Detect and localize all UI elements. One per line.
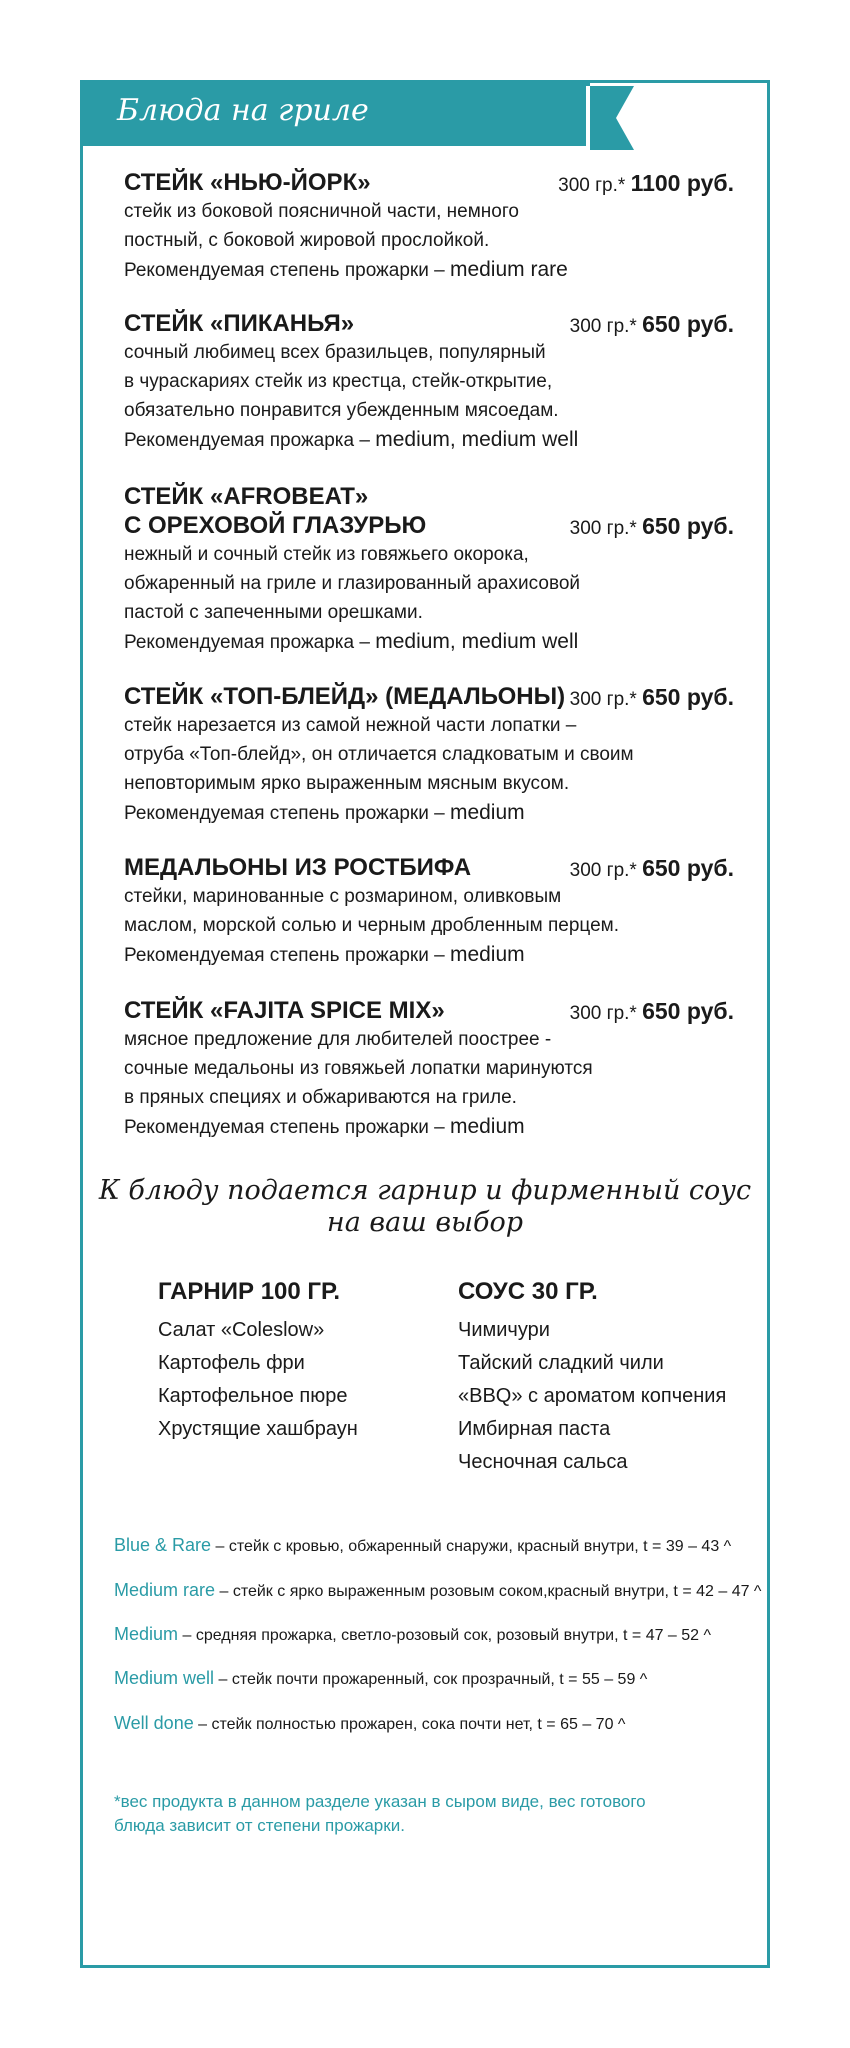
dish-afrobeat bbox=[124, 482, 734, 657]
garnish-item: Хрустящие хашбраун bbox=[158, 1418, 358, 1440]
doneness-desc: – стейк почти прожаренный, сок прозрачный, t = 55 – 59 ^ bbox=[214, 1671, 648, 1688]
doneness-desc: – средняя прожарка, светло-розовый сок, розовый внутри, t = 47 – 52 ^ bbox=[178, 1627, 712, 1644]
dish-name: СТЕЙК «НЬЮ-ЙОРК» bbox=[124, 169, 371, 196]
dish-desc-line: пастой с запеченными орешками. bbox=[124, 602, 423, 623]
sauce-item: Тайский сладкий чили bbox=[458, 1352, 664, 1374]
dish-recommendation bbox=[124, 425, 734, 455]
rec-label: Рекомендуемая степень прожарки – bbox=[124, 803, 450, 824]
sauce-column bbox=[458, 1276, 726, 1479]
doneness-name: Medium well bbox=[114, 1668, 215, 1688]
dish-weight: 300 гр.* bbox=[558, 175, 626, 196]
rec-value: medium rare bbox=[449, 258, 568, 281]
dish-price-block bbox=[570, 855, 734, 882]
dish-desc-line: обжаренный на гриле и глазированный арахисовой bbox=[124, 573, 580, 594]
doneness-name: Blue & Rare bbox=[114, 1535, 212, 1555]
dish-desc-line: в чураскариях стейк из крестца, стейк-открытие, bbox=[124, 371, 553, 392]
dish-desc-line: нежный и сочный стейк из говяжьего окорока, bbox=[124, 544, 529, 565]
dish-price: 650 руб. bbox=[642, 998, 734, 1024]
dish-desc-line: стейк из боковой поясничной части, немного bbox=[124, 201, 519, 222]
rec-label: Рекомендуемая прожарка – bbox=[124, 632, 376, 653]
dish-desc-line: сочный любимец всех бразильцев, популярный bbox=[124, 342, 546, 363]
footnote-line1: *вес продукта в данном разделе указан в сыром виде, вес готового bbox=[114, 1792, 646, 1811]
dish-new-york bbox=[124, 168, 734, 285]
doneness-name: Medium rare bbox=[114, 1580, 216, 1600]
doneness-name: Well done bbox=[114, 1713, 194, 1733]
section-banner bbox=[80, 80, 590, 146]
rec-value: medium bbox=[449, 801, 525, 824]
dish-desc-line: неповторимым ярко выраженным мясным вкусом. bbox=[124, 773, 570, 794]
doneness-row bbox=[114, 1668, 647, 1689]
sauce-item: Чимичури bbox=[458, 1319, 550, 1341]
dish-fajita bbox=[124, 996, 734, 1142]
rec-label: Рекомендуемая степень прожарки – bbox=[124, 945, 450, 966]
weight-footnote bbox=[114, 1790, 734, 1838]
dish-price-block bbox=[570, 311, 734, 338]
dish-desc-line: маслом, морской солью и черным дробленным перцем. bbox=[124, 915, 619, 936]
dish-recommendation bbox=[124, 627, 734, 657]
doneness-row bbox=[114, 1535, 731, 1556]
dish-weight: 300 гр.* bbox=[569, 1003, 637, 1024]
dish-desc-line: в пряных специях и обжариваются на гриле. bbox=[124, 1087, 517, 1108]
dish-name: СТЕЙК «FAJITA SPICE MIX» bbox=[124, 997, 445, 1024]
doneness-desc: – стейк с кровью, обжаренный снаружи, красный внутри, t = 39 – 43 ^ bbox=[211, 1538, 732, 1555]
dish-roastbeef-medallions bbox=[124, 853, 734, 970]
dish-recommendation bbox=[124, 940, 734, 970]
dish-price-block bbox=[558, 170, 734, 197]
serving-note-line1: К блюду подается гарнир и фирменный соус bbox=[98, 1175, 752, 1206]
sauce-item: Имбирная паста bbox=[458, 1418, 611, 1440]
dish-weight: 300 гр.* bbox=[569, 860, 637, 881]
doneness-row bbox=[114, 1713, 625, 1734]
serving-note bbox=[80, 1175, 770, 1239]
dish-desc-line: стейк нарезается из самой нежной части лопатки – bbox=[124, 715, 577, 736]
rec-label: Рекомендуемая прожарка – bbox=[124, 430, 376, 451]
doneness-desc: – стейк полностью прожарен, сока почти нет, t = 65 – 70 ^ bbox=[193, 1716, 626, 1733]
dish-desc-line: стейки, маринованные с розмарином, оливковым bbox=[124, 886, 562, 907]
dish-desc-line: отруба «Топ-блейд», он отличается сладковатым и своим bbox=[124, 744, 634, 765]
dish-desc-line: сочные медальоны из говяжьей лопатки маринуются bbox=[124, 1058, 593, 1079]
rec-value: medium, medium well bbox=[375, 630, 579, 653]
dish-price-block bbox=[570, 684, 734, 711]
dish-name-line2: С ОРЕХОВОЙ ГЛАЗУРЬЮ bbox=[124, 512, 427, 539]
banner-flag-icon bbox=[586, 86, 634, 150]
dish-recommendation bbox=[124, 1112, 734, 1142]
footnote-line2: блюда зависит от степени прожарки. bbox=[114, 1816, 405, 1835]
rec-value: medium bbox=[449, 1115, 525, 1138]
dish-picanha bbox=[124, 309, 734, 455]
doneness-row bbox=[114, 1580, 761, 1601]
dish-weight: 300 гр.* bbox=[569, 316, 637, 337]
garnish-item: Картофельное пюре bbox=[158, 1385, 348, 1407]
dish-desc-line: мясное предложение для любителей поострее - bbox=[124, 1029, 552, 1050]
doneness-desc: – стейк с ярко выраженным розовым соком,красный внутри, t = 42 – 47 ^ bbox=[215, 1583, 762, 1600]
serving-note-line2: на ваш выбор bbox=[326, 1207, 524, 1238]
dish-name: СТЕЙК «ПИКАНЬЯ» bbox=[124, 310, 355, 337]
dish-weight: 300 гр.* bbox=[569, 518, 637, 539]
dish-price-block bbox=[570, 998, 734, 1025]
garnish-title: ГАРНИР 100 ГР. bbox=[158, 1278, 341, 1305]
dish-top-blade bbox=[124, 682, 734, 828]
dish-name: СТЕЙК «ТОП-БЛЕЙД» (МЕДАЛЬОНЫ) bbox=[124, 683, 566, 710]
doneness-row bbox=[114, 1624, 711, 1645]
rec-value: medium, medium well bbox=[375, 428, 579, 451]
dish-price: 650 руб. bbox=[642, 311, 734, 337]
rec-value: medium bbox=[449, 943, 525, 966]
section-title: Блюда на гриле bbox=[117, 93, 369, 128]
garnish-column bbox=[158, 1276, 358, 1446]
dish-name: СТЕЙК «AFROBEAT» bbox=[124, 483, 369, 510]
dish-recommendation bbox=[124, 798, 734, 828]
sauce-title: СОУС 30 ГР. bbox=[458, 1278, 598, 1305]
sauce-item: Чесночная сальса bbox=[458, 1451, 628, 1473]
rec-label: Рекомендуемая степень прожарки – bbox=[124, 260, 450, 281]
doneness-name: Medium bbox=[114, 1624, 179, 1644]
dish-price: 650 руб. bbox=[642, 684, 734, 710]
dish-recommendation bbox=[124, 255, 734, 285]
dish-desc-line: обязательно понравится убежденным мясоедам. bbox=[124, 400, 559, 421]
dish-price: 650 руб. bbox=[642, 855, 734, 881]
sauce-item: «BBQ» с ароматом копчения bbox=[458, 1385, 727, 1407]
rec-label: Рекомендуемая степень прожарки – bbox=[124, 1117, 450, 1138]
garnish-item: Салат «Coleslow» bbox=[158, 1319, 325, 1341]
dish-price-block bbox=[570, 513, 734, 540]
dish-name: МЕДАЛЬОНЫ ИЗ РОСТБИФА bbox=[124, 854, 472, 881]
dish-price: 650 руб. bbox=[642, 513, 734, 539]
dish-price: 1100 руб. bbox=[630, 170, 734, 196]
dish-desc-line: постный, с боковой жировой прослойкой. bbox=[124, 230, 490, 251]
dish-weight: 300 гр.* bbox=[569, 689, 637, 710]
garnish-item: Картофель фри bbox=[158, 1352, 305, 1374]
